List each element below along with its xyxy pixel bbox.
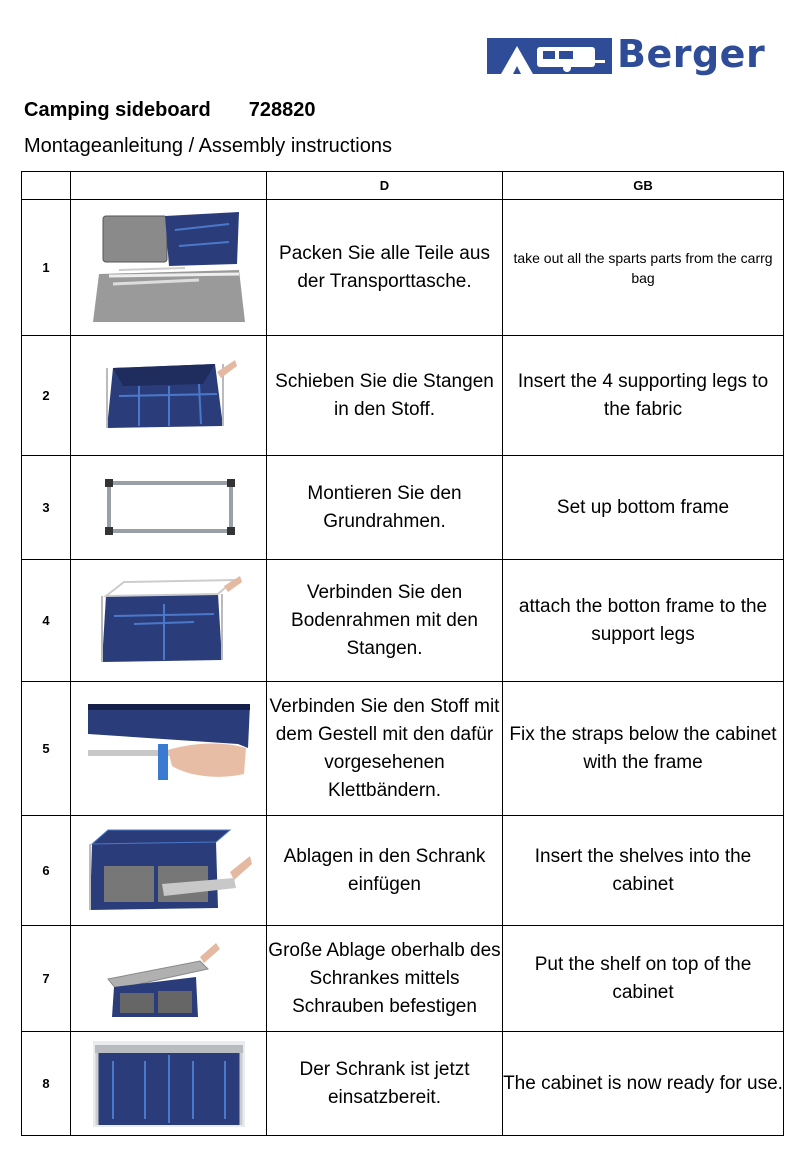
header-de: D [267,172,503,200]
step-number: 2 [22,336,71,456]
instruction-de: Verbinden Sie den Stoff mit dem Gestell mit den dafür vorgesehenen Klettbändern. [267,682,503,816]
instruction-de: Ablagen in den Schrank einfügen [267,816,503,926]
step-number: 8 [22,1032,71,1136]
frame-attach-photo [71,560,267,682]
table-row [22,816,784,926]
table-row [22,560,784,682]
step-number: 6 [22,816,71,926]
instruction-gb: Insert the shelves into the cabinet [503,816,784,926]
table-row [22,1032,784,1136]
caravan-logo-icon [487,38,612,74]
berger-logo [487,32,766,82]
table-row [22,200,784,336]
finished-cabinet-photo [71,1032,267,1136]
header-gb: GB [503,172,784,200]
product-number: 728820 [248,99,316,121]
instruction-de: Verbinden Sie den Bodenrahmen mit den Stangen. [267,560,503,682]
instruction-de: Der Schrank ist jetzt einsatzbereit. [267,1032,503,1136]
document-subtitle: Montageanleitung / Assembly instructions [24,135,392,157]
straps-photo [71,682,267,816]
table-row [22,926,784,1032]
brand-name: Berger [617,32,766,76]
parts-laid-out-photo [71,200,267,336]
instruction-de: Packen Sie alle Teile aus der Transporttasche. [267,200,503,336]
instruction-gb: Put the shelf on top of the cabinet [503,926,784,1032]
table-header-row [22,172,784,200]
document-title [24,99,315,122]
instruction-de: Große Ablage oberhalb des Schrankes mittels Schrauben befestigen [267,926,503,1032]
step-number: 7 [22,926,71,1032]
table-row [22,336,784,456]
bottom-frame-photo [71,456,267,560]
instruction-gb: Fix the straps below the cabinet with the frame [503,682,784,816]
instruction-gb: take out all the sparts parts from the carrg bag [503,200,784,336]
instructions-table [21,171,784,1136]
shelves-photo [71,816,267,926]
instruction-gb: Set up bottom frame [503,456,784,560]
product-name: Camping sideboard [24,99,211,121]
step-number: 4 [22,560,71,682]
step-number: 3 [22,456,71,560]
step-number: 1 [22,200,71,336]
table-row [22,456,784,560]
instruction-de: Montieren Sie den Grundrahmen. [267,456,503,560]
instruction-gb: attach the botton frame to the support legs [503,560,784,682]
table-row [22,682,784,816]
legs-in-fabric-photo [71,336,267,456]
instruction-gb: Insert the 4 supporting legs to the fabric [503,336,784,456]
instruction-gb: The cabinet is now ready for use. [503,1032,784,1136]
header-index [22,172,71,200]
top-shelf-photo [71,926,267,1032]
instruction-de: Schieben Sie die Stangen in den Stoff. [267,336,503,456]
header-image [71,172,267,200]
step-number: 5 [22,682,71,816]
